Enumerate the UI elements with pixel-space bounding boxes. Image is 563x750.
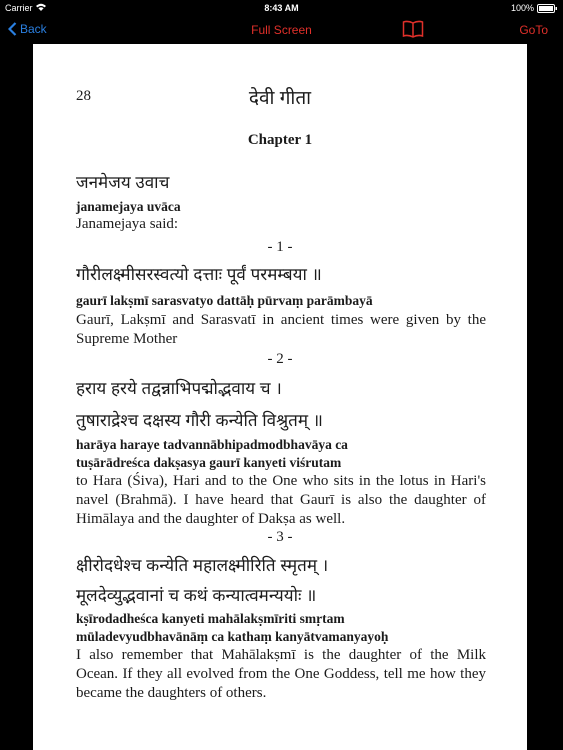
chapter-heading: Chapter 1 — [247, 132, 313, 148]
verse-devanagari: गौरीलक्ष्मीसरस्वत्यो दत्ताः पूर्वं परमम्बया ॥ — [76, 265, 322, 284]
verse-number: - 2 - — [267, 351, 293, 367]
status-time: 8:43 AM — [264, 3, 299, 13]
speaker-english: Janamejaya said: — [76, 216, 179, 232]
back-button[interactable] — [8, 22, 47, 36]
book-page — [33, 44, 527, 750]
speaker-transliteration: janamejaya uvāca — [76, 199, 181, 214]
verse-devanagari: क्षीरोदधेश्च कन्येति महालक्ष्मीरिति स्मृतम् । — [76, 556, 329, 575]
verse-number: - 1 - — [267, 239, 293, 255]
verse-transliteration: harāya haraye tadvannābhipadmodbhavāya ca — [76, 437, 348, 452]
verse-translation: Gaurī, Lakṣmī and Sarasvatī in ancient times were given by the Supreme Mother — [76, 312, 486, 347]
carrier-label: Carrier — [5, 3, 33, 13]
verse-transliteration: tuṣārādreśca dakṣasya gaurī kanyeti viśrutam — [76, 455, 342, 470]
verse-number: - 3 - — [267, 529, 293, 545]
full-screen-button[interactable]: Full Screen — [251, 23, 312, 37]
verse-devanagari: मूलदेव्युद्भवानां च कथं कन्यात्वमन्ययोः ॥ — [76, 586, 317, 605]
speaker-devanagari: जनमेजय उवाच — [76, 173, 170, 192]
battery-percent: 100% — [510, 3, 534, 13]
verse-translation: I also remember that Mahālakṣmī is the daughter of the Milk Ocean. If they all evolved from the One Goddess, tell me how they became the daughters of others. — [76, 647, 486, 701]
back-label: Back — [20, 22, 47, 36]
book-icon[interactable] — [402, 20, 424, 38]
page-number: 28 — [76, 88, 91, 104]
verse-translation: to Hara (Śiva), Hari and to the One who sits in the lotus in Hari's navel (Brahmā). I have heard that Gaurī is also the daughter of Himālaya and the daughter of Dakṣa as well. — [76, 473, 486, 527]
verse-devanagari: तुषाराद्रेश्च दक्षस्य गौरी कन्येति विश्रुतम् ॥ — [76, 411, 323, 430]
status-bar — [0, 0, 563, 17]
verse-transliteration: kṣīrodadheśca kanyeti mahālakṣmīriti smṛtam — [76, 611, 345, 626]
nav-bar — [0, 17, 563, 44]
goto-button[interactable]: GoTo — [519, 23, 548, 37]
battery-icon — [537, 4, 558, 13]
book-title: देवी गीता — [248, 88, 312, 109]
chevron-left-icon — [8, 22, 17, 36]
verse-devanagari: हराय हरये तद्वन्नाभिपद्मोद्भवाय च । — [76, 379, 282, 398]
verse-transliteration: gaurī lakṣmī sarasvatyo dattāḥ pūrvaṃ parāmbayā — [76, 293, 373, 308]
verse-transliteration: mūladevyudbhavānāṃ ca kathaṃ kanyātvamanyayoḥ — [76, 629, 389, 644]
